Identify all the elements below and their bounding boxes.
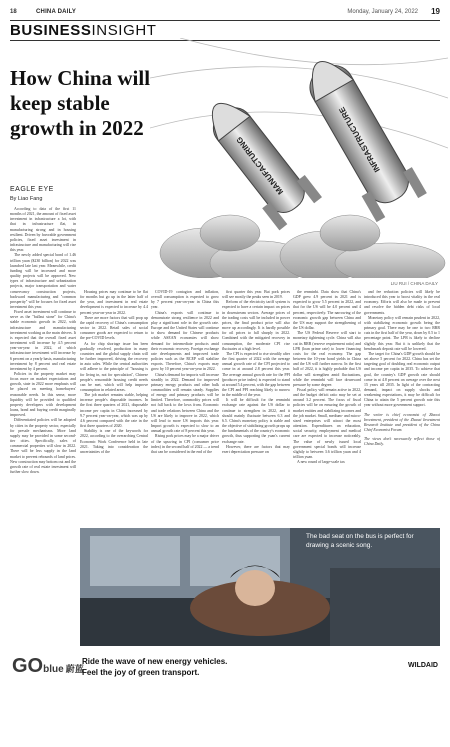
column-name: EAGLE EYE: [10, 186, 54, 193]
section-title: [10, 22, 157, 39]
paragraph: The US Federal Reserve will start to monetary tightening cycle. China will also cut its RRR (reserve requirement ratio) and LPR (loan prime rate) to lower financing costs for the real economy. The gap between the 10-year bond yields in China and the US will further narrow. In the first half of 2022, it is highly probable that US dollar will strengthen amid fluctuations, while the renminbi will face downward pressure by some degree.: [293, 331, 361, 387]
orbit-lines: [150, 38, 448, 148]
smoke-clouds: [160, 215, 445, 278]
paragraph: Rising pork prices may be a major driver of the upswing in CPI (consumer price index) in the second half of 2022 — a trend that can be considered in the end of the: [151, 434, 219, 454]
footer-slogan-1: Ride the wave of new energy vehicles.: [82, 657, 228, 666]
paragraph: There are more factors that will prop up the rapid recovery of China's consumption sector in 2022. Retail sales of social consumer goods are expected to return to the pre-COVID levels.: [80, 315, 148, 341]
paragraph: The target for China's GDP growth should be set above 5 percent for 2022. China has set the targeting goal of doubling real economic output and income per capita in 2035. To achieve that goal, the country's GDP growth rate should come in at 4.8 percent on average over the next 15 years till 2035. In light of the contracting demand, impact on supply shocks and weakening expectations, it may be difficult for China to attain the 5 percent growth rate this year without more government support.: [364, 351, 440, 408]
rocket-illustration: [150, 38, 448, 278]
paragraph: Stability is one of the keywords for 2022, according to the overarching Central Economic Work Conference held in late 2021. Taking into consideration the uncertainties of the: [80, 429, 148, 454]
wildaid-logo: WILDAID: [408, 662, 438, 669]
article-column-6: [364, 290, 440, 525]
page-number-left: 18: [10, 9, 17, 15]
paragraph: COVID-19 contagion and inflation, overall consumption is expected to grow by 7 percent year-on-year in China this year.: [151, 290, 219, 310]
byline: By Liao Fang: [10, 196, 43, 202]
article-column-5: [293, 290, 361, 525]
header-rule: [10, 20, 440, 21]
paragraph: It will be difficult for the renminbi exchange rate against the US dollar to continue to strengthen in 2022, and it should mainly fluctuate between 6.3 and 6.5. China's monetary policy is stable and the objective of stabilizing growth props up the fundamentals of the country's economic growth, thus supporting the yuan's current exchange rate.: [222, 398, 290, 444]
paragraph: Policies in the property market may focus more on market expectations and growth, state in 2022 more emphasis will be placed on meeting homebuyers' reasonable needs. In this sense, more liquidity will be provided to qualified property developers with development loans, bond and buying credit marginally improved.: [10, 372, 76, 418]
footer-slogan-2: Feel the joy of green transport.: [82, 668, 200, 677]
paragraph: According to data of the first 11 months of 2021, the amount of fixed asset investment in infrastructure a lot, with that in infrastructure flat, in manufacturing strong and in housing resilient. Driven by favorable government policies, fixed asset investment in infrastructure and manufacturing will rise this year.: [10, 207, 76, 253]
rocket-label-manufacturing: MANUFACTURING: [234, 134, 286, 197]
page-header: [10, 7, 440, 19]
logo-blue: blue: [43, 664, 64, 675]
article-column-1: [10, 207, 76, 647]
publication-name: CHINA DAILY: [36, 9, 77, 15]
paragraph: Fixed asset investment will continue to serve as the "ballast stone" for China's stable economic growth in 2022, with infrastructure and manufacturing investment working as the main drivers. It is expected that the overall fixed asset investment will increase by 4.5 percent year-on-year in 2022, of which infrastructure investment will increase by 6 percent on a yearly basis, manufacturing investment by 8 percent and real estate investment by 4 percent.: [10, 310, 76, 371]
article-column-4: [222, 290, 290, 525]
paragraph: and fee reduction policies will likely be introduced this year to boost vitality in the real economy. Efforts will also be made to prevent and resolve the hidden debt risks of local governments.: [364, 290, 440, 315]
section-title-bold: BUSINESS: [10, 22, 92, 39]
rocket-manufacturing: [194, 88, 322, 230]
paragraph: Differentiated policies will be adopted by cities in the property sector, especially for presale mechanisms. More land supply may be provided in some second-tier cities. Specifically, sales of commercial properties will slow in 2022. There will be less supply in the land market to prevent rebounds of land prices. New construction may bottom out and the growth rate of real estate investment will further slow down.: [10, 418, 76, 474]
goblue-logo: [12, 655, 84, 678]
advertisement-photo: [80, 528, 440, 646]
paragraph: China's demand for imports will increase steadily in 2022. Demand for improved primary energy products and other bulk commodities will remain steady. Supplies of energy and primary products will be limited. Therefore, commodity prices will not fall back to the lows from. Economic and trade relations between China and the US are likely to improve in 2022, which will lead to more US imports this year. Import growth is expected to slow to an annual growth rate of 8 percent this year.: [151, 372, 219, 434]
issue-date: Monday, January 24, 2022: [347, 9, 418, 15]
paragraph: The newly added special bond of 1.46 trillion yuan ($230 billion) for 2022 was launched late last year. Meanwhile, credit funding will be increased and more quality projects will be approved. New types of infrastructure and urbanization projects, major transportation and water conservancy construction projects, backward manufacturing and "common prosperity" will be focuses for fixed asset investment this year.: [10, 253, 76, 309]
paragraph: The job market remains stable, helping increase people's disposable incomes. In the first three quarters of 2021, disposable income per capita in China increased by 9.7 percent year-on-year, which was up by 4.6 percent compared with the rate in the first three quarters of 2020.: [80, 393, 148, 429]
paragraph: the renminbi. Data show that China's GDP grew 4.9 percent in 2021 and is expected to grow 5.5 percent in 2022, and that for the US will be 4.0 percent and 4 percent, respectively. The narrowing of the economic growth gap between China and the US may support the strengthening of the US dollar.: [293, 290, 361, 331]
footer-banner: [10, 652, 440, 686]
page-number-right: 19: [431, 7, 440, 16]
article-column-2: [80, 290, 148, 525]
section-title-rest: INSIGHT: [91, 22, 157, 39]
rocket-label-infrastructure: INFRASTRUCTURE: [337, 105, 382, 174]
paragraph: The CPI is expected to rise steadily after the first quarter of 2022 with the average annual growth rate of the CPI projected to come in at around 2.8 percent this year. The average annual growth rate for the PPI (producer price index) is expected to stand at around 5.4 percent, with the gap between the CPI and PPI reaching likely to narrow in the middle of the year.: [222, 351, 290, 398]
logo-go: GO: [12, 655, 44, 677]
paragraph: A new round of large-scale tax: [297, 460, 345, 465]
headline: How China will keep stable growth in 2022: [10, 66, 151, 140]
paragraph: Reform of the electricity tariff system is expected to have a certain impact on prices in downstream sectors. Average prices of the trading costs will be included in power prices, the final product price will also move up accordingly. It is hardly possible for oil prices to fall sharply in 2022. Combined with the mitigated recovery in consumption, the moderate CPI rise fluctuates at a high level.: [222, 300, 290, 351]
author-note: The writer is chief economist of Zhaoxi Investment, president of the Zhaoxi Investment Research Institute and president of the China Chief Economist Forum.: [364, 412, 440, 433]
paragraph: Monetary policy will remain prudent in 2022, with stabilizing economic growth being the primary goal. There may be one to two RRR cuts in the first half of the year, down by 0.5 to 1 percentage point. The LPR is likely to decline slightly this year. But it is unlikely that the benchmark deposit rate will be lowered.: [364, 315, 440, 351]
paragraph: As for chip shortage issue has been gradually resolved, production in many countries and the global supply chain will be further improved, driving the recovery in auto sales. While the central authorities will adhere to the principle of "housing is for living in, not for speculation", Chinese people's reasonable housing credit needs can be met, which will help improve consumption in related areas.: [80, 341, 148, 392]
logo-chinese: 蔚蓝: [65, 664, 84, 674]
paragraph: However, there are factors that may exert depreciation pressure on: [222, 444, 290, 454]
paragraph: Fiscal policy will remain active in 2022, and the budget deficit ratio may be set at around 3.2 percent. The focus of fiscal policies will be on ensuring the growth of market entities and stabilizing incomes and the job market. Small, medium- and micro-sized enterprises will attract the most attention. Expenditures on education, social security, employment and medical care are expected to increase noticeably. The value of newly issued local government special bonds will increase slightly to between 3.6 trillion yuan and 4 trillion yuan.: [293, 387, 361, 459]
paragraph: Housing prices may continue to be flat for months but go up in the latter half of the year, and investment in real estate development is expected to increase by 4.4 percent year-on-year in 2022.: [80, 290, 148, 315]
article-column-3: [151, 290, 219, 525]
advertisement-caption: The bad seat on the bus is perfect for drawing a scenic song.: [306, 533, 414, 549]
disclaimer: The views don't necessarily reflect those of China Daily.: [364, 437, 440, 447]
paragraph: China's exports will continue to demonstrate strong resilience in 2022 and play a significant role in the growth rate. Europe and the United States will continue to show demand for Chinese products while ASEAN economies will show demand for intermediate products amid their economic recovery. Foreign exchange rate developments and improved trade policies such as the RCEP will stabilize exports. Therefore, China's exports may grow by 10 percent year-on-year in 2022.: [151, 310, 219, 372]
paragraph: first quarter this year. But pork prices will see mostly the peaks seen in 2019.: [222, 290, 290, 300]
illustration-credit: LIU RUI / CHINA DAILY: [390, 281, 438, 286]
